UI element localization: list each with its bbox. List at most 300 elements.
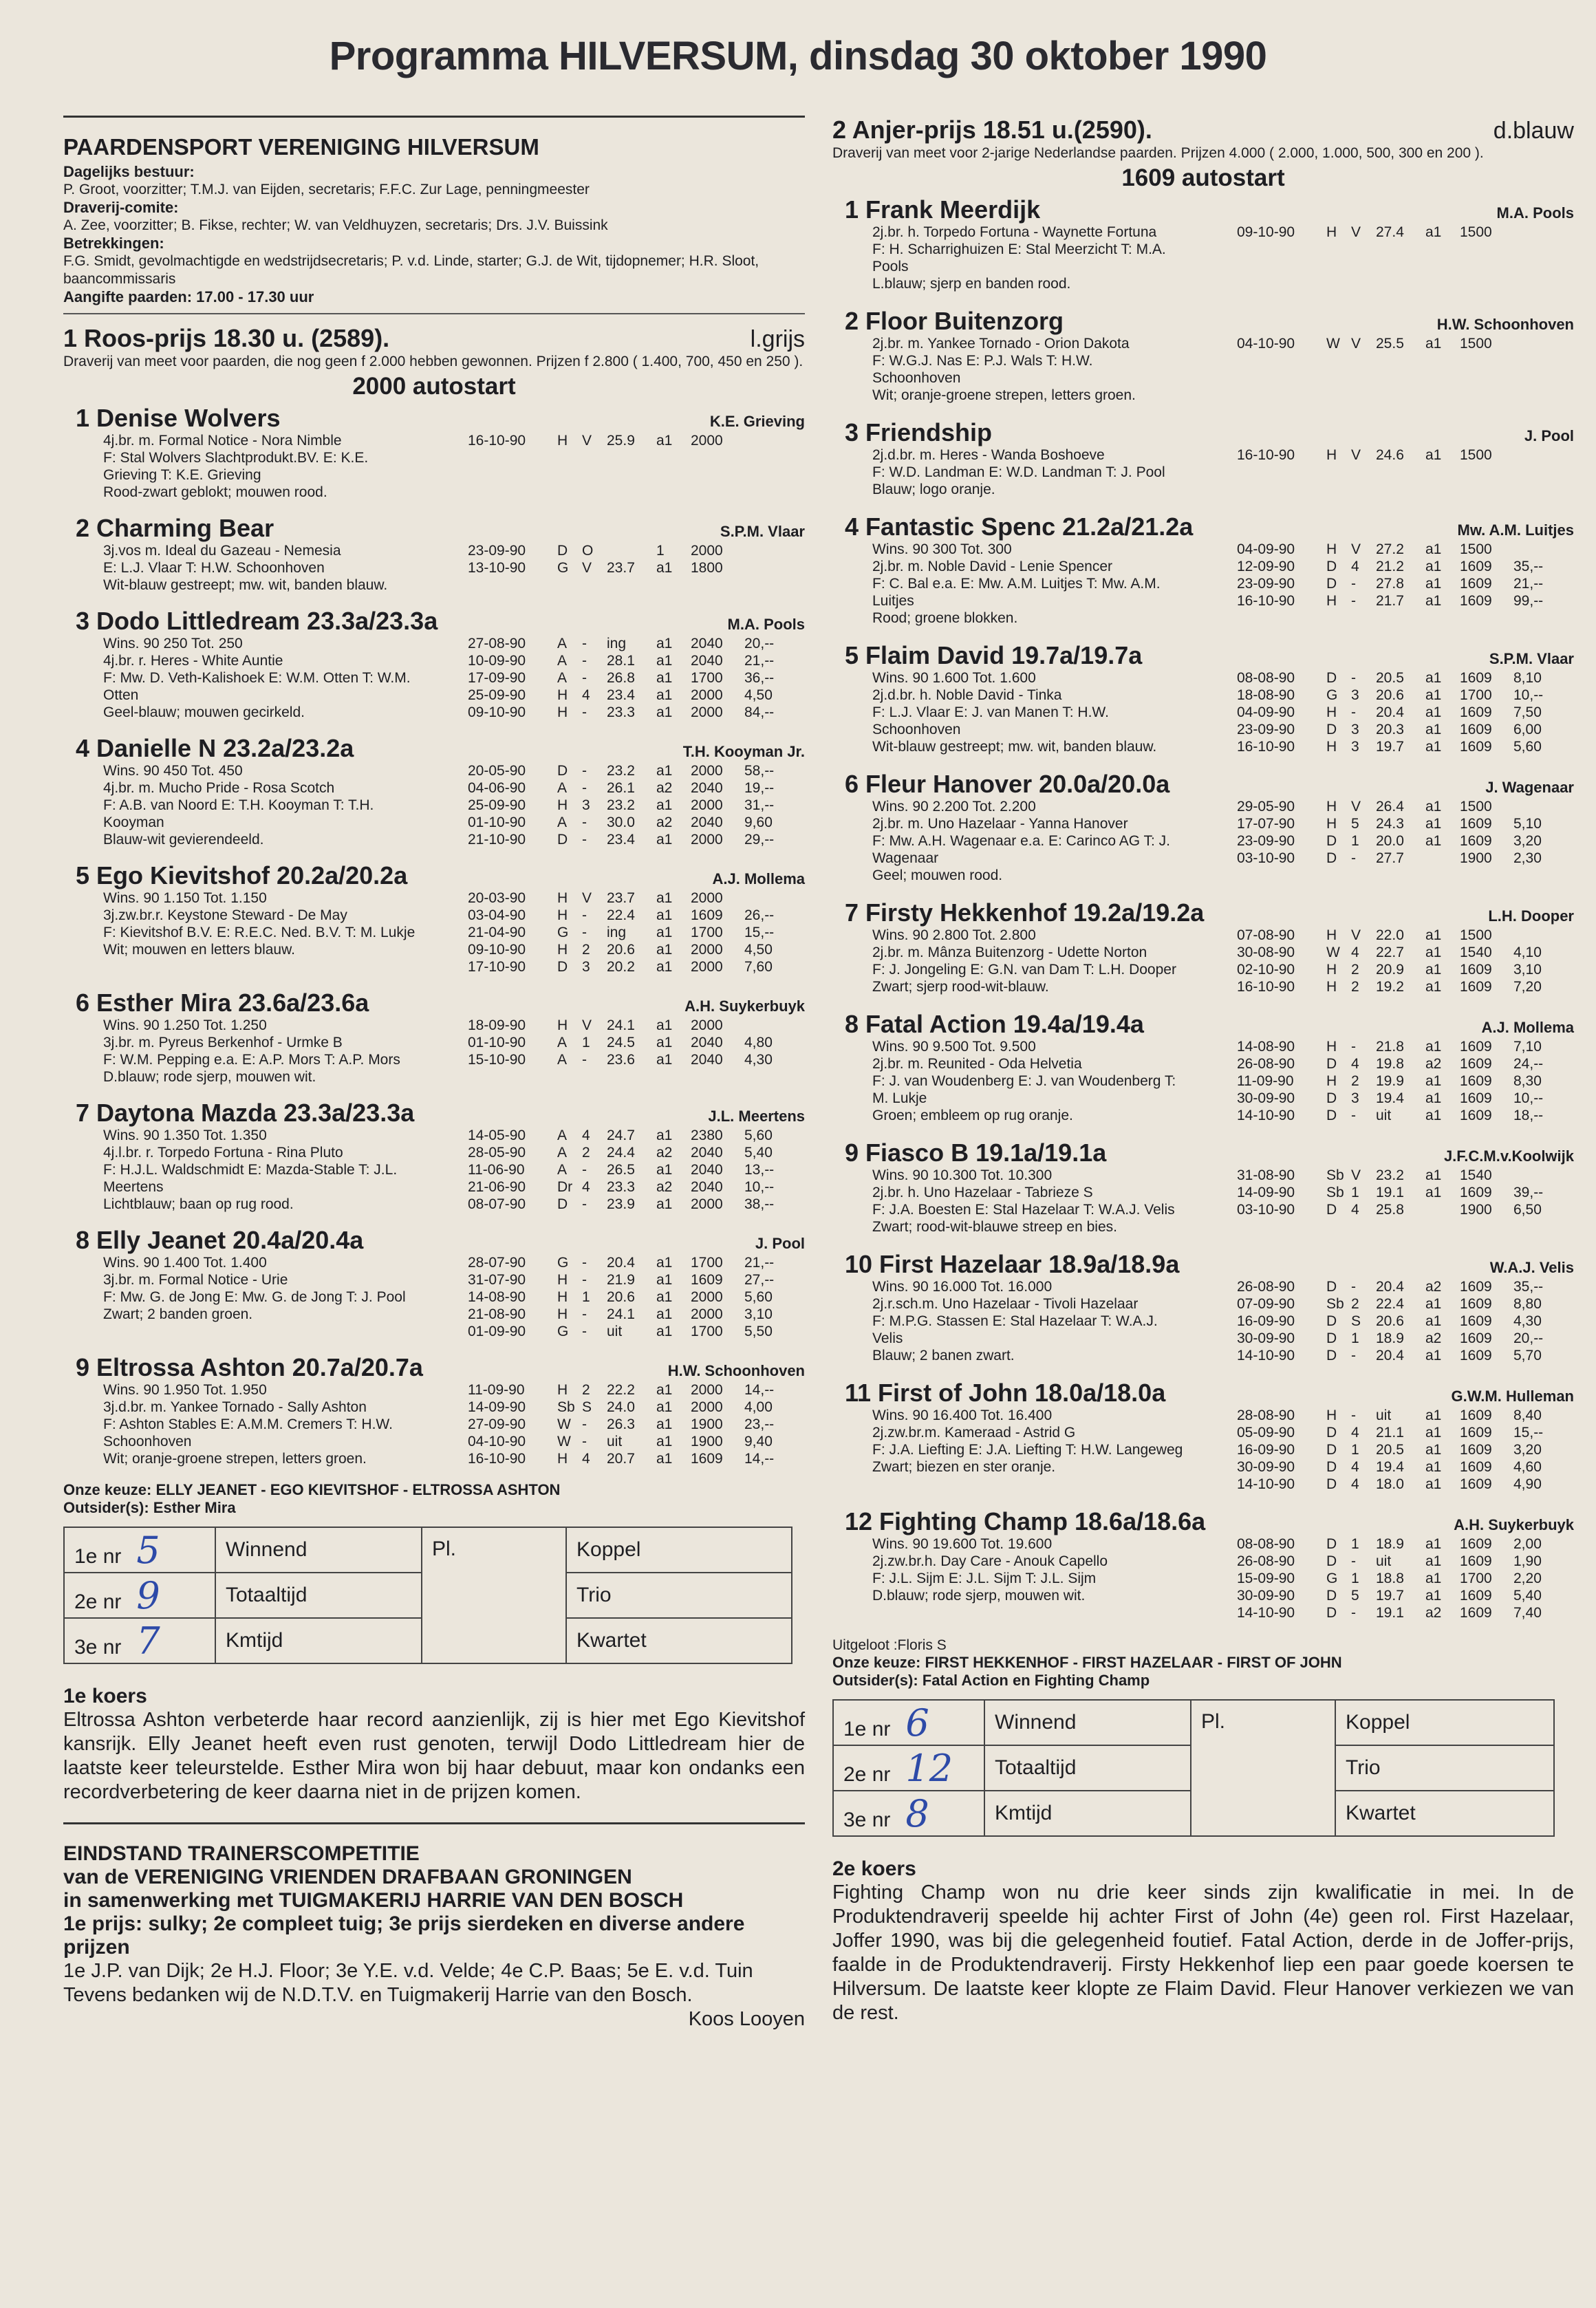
run-cell: a1 [1425,670,1442,686]
horse-info-line: Grieving T: K.E. Grieving [103,467,261,483]
run-cell: 4,00 [744,1399,773,1415]
run-cell: A [557,1128,568,1143]
horse-info-line: Wins. 90 19.600 Tot. 19.600 [872,1536,1053,1552]
run-row [468,1051,805,1068]
horse-info-line: E: L.J. Vlaar T: H.W. Schoonhoven [103,560,325,576]
run-cell: 1900 [1460,850,1492,866]
horse-info-line: D.blauw; rode sjerp, mouwen wit. [103,1069,316,1085]
run-cell: 2040 [691,1179,723,1195]
club-label: Draverij-comite: [63,199,179,216]
run-cell: 3 [1351,739,1359,755]
run-cell: 2 [1351,979,1359,995]
club-value: P. Groot, voorzitter; T.M.J. van Eijden, secretaris; F.F.C. Zur Lage, penningmeester [63,182,590,197]
run-cell: 29,-- [744,832,775,848]
run-cell: 14-10-90 [1237,1605,1295,1621]
run-row [1237,978,1574,995]
run-cell: 15,-- [1513,1425,1544,1441]
run-cell: 1500 [1460,336,1492,352]
run-row [1237,687,1574,704]
run-row [1237,738,1574,755]
horse-name: 11 First of John 18.0a/18.0a [845,1379,1166,1407]
run-cell: 21,-- [1513,576,1544,592]
run-cell: 7,40 [1513,1605,1542,1621]
run-cell: a2 [656,780,673,796]
run-cell: a1 [656,797,673,813]
run-cell: 1609 [1460,833,1492,849]
run-cell: 24.5 [607,1035,635,1050]
horse-info-line: Zwart; sjerp rood-wit-blauw. [872,979,1049,995]
run-cell: - [582,1052,587,1068]
run-row [1237,832,1574,850]
run-cell: 2000 [691,942,723,958]
run-cell: a1 [656,925,673,940]
club-label: Betrekkingen: [63,235,164,252]
run-cell [1513,541,1562,558]
run-cell: a1 [1425,336,1442,352]
horse-info-line: 2j.d.br. h. Noble David - Tinka [872,687,1062,703]
run-cell: 20.3 [1376,722,1404,737]
run-cell: 20.6 [607,942,635,958]
run-cell: 21,-- [744,653,775,669]
run-row [1237,815,1574,832]
run-cell: 23-09-90 [1237,576,1295,592]
run-cell: 1 [582,1289,590,1305]
run-row [1237,1090,1574,1107]
run-cell: 21-04-90 [468,925,526,940]
run-cell: 3,10 [744,1306,773,1322]
run-row [468,1034,805,1051]
run-row [1237,1107,1574,1124]
horse-info-line: Meertens [103,1179,164,1195]
run-cell: a1 [656,832,673,848]
run-cell: 16-10-90 [1237,739,1295,755]
run-cell: - [582,1255,587,1271]
run-cell: 6,00 [1513,722,1542,737]
run-cell: 4,90 [1513,1476,1542,1492]
run-cell: 04-06-90 [468,780,526,796]
run-cell: 1609 [1460,1313,1492,1329]
run-cell: 16-10-90 [1237,593,1295,609]
run-row [468,559,805,576]
run-cell: 2000 [691,687,723,703]
run-cell: 23.2 [607,797,635,813]
run-row [468,941,805,958]
run-cell: 25.9 [607,433,635,449]
run-cell: 14-09-90 [468,1399,526,1415]
run-cell: D [1326,1313,1337,1329]
bet-cell: Winnend [215,1527,422,1573]
run-cell: 17-07-90 [1237,816,1295,832]
run-cell: - [1351,576,1356,592]
run-row [468,704,805,721]
trainer-results: 1e J.P. van Dijk; 2e H.J. Floor; 3e Y.E. v.d. Velde; 4e C.P. Baas; 5e E. v.d. Tuin [63,1960,753,1982]
trainer-heading: van de VERENIGING VRIENDEN DRAFBAAN GRONINGEN [63,1866,632,1888]
run-cell: 3 [1351,687,1359,703]
run-cell: H [557,907,568,923]
run-cell: a1 [656,1399,673,1415]
run-cell: a2 [1425,1056,1442,1072]
run-cell: 8,80 [1513,1296,1542,1312]
run-cell: 24.1 [607,1017,635,1033]
run-cell: 1800 [691,560,723,576]
run-cell: 3,20 [1513,1442,1542,1458]
run-cell: a1 [1425,1090,1442,1106]
run-cell: 21-08-90 [468,1306,526,1322]
run-cell: a1 [1425,559,1442,574]
horse-info-line: 3j.br. m. Formal Notice - Urie [103,1272,288,1288]
horse-info-line: 3j.vos m. Ideal du Gazeau - Nemesia [103,543,341,559]
bet-cell: Trio [1335,1745,1554,1791]
run-cell: 23-09-90 [1237,722,1295,737]
run-cell: 20.4 [607,1255,635,1271]
run-cell: V [1351,927,1361,943]
run-cell: 16-10-90 [468,433,526,449]
run-cell: a1 [656,1017,673,1033]
run-cell: 4 [1351,1425,1359,1441]
run-cell: 26.8 [607,670,635,686]
run-cell: 2040 [691,1145,723,1161]
run-row [1237,1278,1574,1295]
race-autostart: 1609 autostart [1121,164,1285,191]
run-cell: 5,60 [744,1289,773,1305]
run-cell: D [1326,1202,1337,1218]
run-cell: a1 [1425,833,1442,849]
horse-info-line: 2j.zw.br.h. Day Care - Anouk Capello [872,1553,1108,1569]
run-row [468,1450,805,1467]
run-cell: 21.8 [1376,1039,1404,1055]
koers-text: Fighting Champ won nu drie keer sinds zijn kwalificatie in mei. In de Produktendraverij speelde hij achter First of John (4e) geen rol. First Hazelaar, Joffer 1990, was bij die gelegenheid foutief. Fatal Action, derde in de Joffer-prijs, faalde in de Produktendraverij. Firsty Hekkenhof liep een paar goede koersen te Hilversum. De laatste keer klopte ze Flaim David. Fleur Hanover verkiezen we van de rest. [832,1881,1574,2024]
run-cell: 23.2 [607,763,635,779]
run-cell: 39,-- [1513,1185,1544,1200]
run-cell: 26-08-90 [1237,1056,1295,1072]
run-cell [607,542,656,559]
run-cell: 4,50 [744,942,773,958]
horse-trainer: J. Wagenaar [1485,779,1574,796]
run-row [468,762,805,779]
run-cell: 27.8 [1376,576,1404,592]
horse-trainer: S.P.M. Vlaar [720,523,805,540]
run-cell: H [1326,962,1337,978]
horse-trainer: J. Pool [755,1235,805,1252]
horse-info-line: Zwart; biezen en ster oranje. [872,1459,1056,1475]
run-cell: 22.4 [1376,1296,1404,1312]
bet-cell: Totaaltijd [215,1573,422,1618]
run-cell [744,889,792,907]
run-cell: - [582,704,587,720]
run-cell: 8,10 [1513,670,1542,686]
run-cell: 1609 [1460,1330,1492,1346]
run-cell: a1 [1425,1476,1442,1492]
run-row [1237,592,1574,610]
run-cell: 2,00 [1513,1536,1542,1552]
aangifte: Aangifte paarden: 17.00 - 17.30 uur [63,288,314,305]
run-cell: - [582,832,587,848]
run-cell: 23.2 [1376,1167,1404,1183]
run-cell: G [557,1255,569,1271]
run-cell: 2000 [691,959,723,975]
run-cell: 21.9 [607,1272,635,1288]
run-cell: V [1351,224,1361,240]
run-cell: 08-08-90 [1237,670,1295,686]
run-cell: 19.1 [1376,1185,1404,1200]
run-cell: 1609 [1460,1296,1492,1312]
run-cell: a1 [656,1434,673,1449]
run-cell: 21-06-90 [468,1179,526,1195]
run-cell: 2 [1351,1073,1359,1089]
bet-table [832,1699,1555,1837]
horse-info-line: F: J.A. Liefting E: J.A. Liefting T: H.W. Langeweg [872,1442,1183,1458]
run-cell: 21-10-90 [468,832,526,848]
horse-info-line: F: J. Jongeling E: G.N. van Dam T: L.H. Dooper [872,962,1176,978]
horse-info-line: L.blauw; sjerp en banden rood. [872,276,1071,292]
run-cell: 09-10-90 [468,704,526,720]
run-row [1237,850,1574,867]
horse-trainer: W.A.J. Velis [1489,1259,1574,1276]
run-cell: ing [607,636,627,651]
run-cell: V [1351,336,1361,352]
run-cell: 23.7 [607,890,635,906]
run-cell: H [1326,799,1337,815]
run-row [468,1288,805,1306]
bet-cell: Koppel [1335,1700,1554,1745]
horse-info-line: Zwart; rood-wit-blauwe streep en bies. [872,1219,1117,1235]
run-cell: a1 [1425,1408,1442,1423]
run-cell: 21,-- [744,1255,775,1271]
run-row [468,924,805,941]
run-cell: 30-09-90 [1237,1330,1295,1346]
run-cell: 10,-- [1513,1090,1544,1106]
horse-info-line: Schoonhoven [872,722,961,737]
run-cell: 1 [1351,1571,1359,1586]
run-cell: - [1351,1408,1356,1423]
run-row [1237,1330,1574,1347]
run-cell: 2000 [691,704,723,720]
horse-info-line: Wagenaar [872,850,939,866]
run-row [1237,1313,1574,1330]
run-cell: 1609 [1460,1408,1492,1423]
run-cell: 20.6 [1376,1313,1404,1329]
horse-info-line: Otten [103,687,139,703]
run-cell: 35,-- [1513,559,1544,574]
run-cell: a1 [656,433,673,449]
run-cell: a1 [656,653,673,669]
run-cell: D [1326,850,1337,866]
horse-trainer: S.P.M. Vlaar [1489,650,1574,667]
run-cell: G [557,925,569,940]
run-cell: 5,40 [744,1145,773,1161]
bet-cell: Winnend [984,1700,1191,1745]
run-row [1237,798,1574,815]
run-cell: 1 [1351,1536,1359,1552]
run-cell: 1609 [1460,1108,1492,1123]
run-cell: - [1351,1553,1356,1569]
run-cell: a1 [1425,1536,1442,1552]
run-cell: 8,40 [1513,1408,1542,1423]
run-cell: 11-06-90 [468,1162,525,1178]
run-cell: 14-08-90 [468,1289,526,1305]
run-cell: a1 [1425,1313,1442,1329]
bet-cell: 2e nr 9 [64,1573,215,1618]
run-cell: 23.4 [607,687,635,703]
horse-info-line: Kooyman [103,815,164,830]
run-cell: 22.0 [1376,927,1404,943]
run-cell: 5 [1351,1588,1359,1604]
run-cell: 2040 [691,1035,723,1050]
horse-info-line: Wins. 90 450 Tot. 450 [103,763,243,779]
run-cell: - [582,636,587,651]
run-cell: 03-04-90 [468,907,526,923]
run-cell: 3,20 [1513,833,1542,849]
horse-trainer: A.H. Suykerbuyk [1454,1516,1574,1533]
run-cell: 1900 [691,1416,723,1432]
run-cell: a1 [656,687,673,703]
run-cell: 25.8 [1376,1202,1404,1218]
run-cell: 03-10-90 [1237,850,1295,866]
horse-trainer: T.H. Kooyman Jr. [682,743,805,760]
horse-info-line: F: C. Bal e.a. E: Mw. A.M. Luitjes T: Mw. A.M. [872,576,1161,592]
run-cell: D [1326,1442,1337,1458]
run-row [1237,961,1574,978]
run-cell: 3 [1351,722,1359,737]
horse-info-line: 2j.br. h. Uno Hazelaar - Tabrieze S [872,1185,1093,1200]
run-cell: 30.0 [607,815,635,830]
run-cell: 02-10-90 [1237,962,1295,978]
horse-info-line: Wins. 90 1.400 Tot. 1.400 [103,1255,267,1271]
horse-name: 1 Denise Wolvers [76,404,281,432]
run-cell: 27-08-90 [468,636,526,651]
horse-name: 4 Fantastic Spenc 21.2a/21.2a [845,513,1194,541]
run-cell: a1 [656,1255,673,1271]
bet-cell: Trio [566,1573,792,1618]
run-cell: a2 [656,815,673,830]
run-cell [744,542,792,559]
run-row [1237,1587,1574,1604]
horse-entry [845,1011,1574,1124]
horse-trainer: L.H. Dooper [1488,907,1574,925]
run-cell: A [557,815,568,830]
run-cell: a1 [656,1382,673,1398]
bet-cell: Totaaltijd [984,1745,1191,1791]
run-cell: 2000 [691,1399,723,1415]
run-cell: H [557,687,568,703]
horse-entry [845,1379,1574,1493]
horse-entry [845,1139,1574,1236]
run-cell: 1609 [691,1272,723,1288]
run-cell: V [582,1017,592,1033]
horse-info-line: 2j.zw.br.m. Kameraad - Astrid G [872,1425,1076,1441]
run-cell: D [1326,1348,1337,1363]
run-cell: 19.2 [1376,979,1404,995]
run-cell: - [582,780,587,796]
bet-cell: 2e nr 12 [833,1745,984,1791]
run-cell: D [1326,1279,1337,1295]
run-row [1237,927,1574,944]
run-row [468,831,805,848]
horse-entry [845,308,1574,404]
run-cell: 2 [1351,1296,1359,1312]
run-cell: 18,-- [1513,1108,1544,1123]
run-cell: 22.4 [607,907,635,923]
run-cell: 23.3 [607,704,635,720]
run-cell: 20.2 [607,959,635,975]
run-cell: V [1351,447,1361,463]
run-cell: 1609 [691,907,723,923]
handwritten-number: 8 [905,1791,929,1835]
run-cell: D [1326,670,1337,686]
run-cell [744,1017,792,1034]
run-cell: 23-09-90 [1237,833,1295,849]
run-cell: a1 [656,1289,673,1305]
run-cell: a2 [656,1179,673,1195]
run-cell: - [1351,704,1356,720]
run-cell: 4,80 [744,1035,773,1050]
horse-entry [76,989,805,1086]
horse-info-line: D.blauw; rode sjerp, mouwen wit. [872,1588,1086,1604]
run-cell: 19.9 [1376,1073,1404,1089]
run-cell: 2040 [691,780,723,796]
horse-list [832,196,1574,1621]
run-cell: a1 [656,560,673,576]
run-cell: 2000 [691,890,723,906]
horse-trainer: J. Pool [1524,427,1574,444]
run-cell: 25.5 [1376,336,1404,352]
horse-info-line: Wit; oranje-groene strepen, letters groen. [103,1451,367,1467]
run-cell: W [557,1434,571,1449]
run-cell: 2,30 [1513,850,1542,866]
run-cell: 23.6 [607,1052,635,1068]
run-cell: 20,-- [1513,1330,1544,1346]
run-cell: D [1326,1056,1337,1072]
run-cell: 1609 [1460,1279,1492,1295]
run-cell: 4 [1351,559,1359,574]
right-column [832,116,1574,2025]
onze-keuze: Onze keuze: ELLY JEANET - EGO KIEVITSHOF - ELTROSSA ASHTON [63,1481,561,1498]
run-cell: 1609 [1460,1425,1492,1441]
run-cell: 2000 [691,433,723,449]
horse-name: 4 Danielle N 23.2a/23.2a [76,734,354,762]
page-title: Programma HILVERSUM, dinsdag 30 oktober 1990 [329,34,1267,78]
run-cell: D [1326,1476,1337,1492]
run-cell: 27.4 [1376,224,1404,240]
run-cell: D [1326,1588,1337,1604]
run-cell: H [1326,224,1337,240]
run-cell: a2 [1425,1605,1442,1621]
horse-info-line: Wins. 90 250 Tot. 250 [103,636,243,651]
run-cell: 18-09-90 [468,1017,526,1033]
run-cell: 1609 [1460,979,1492,995]
run-cell: 17-10-90 [468,959,526,975]
trainer-signature: Koos Looyen [688,2008,805,2030]
run-cell: ing [607,925,627,940]
run-cell: 18.9 [1376,1536,1404,1552]
horse-entry [845,1251,1574,1364]
run-cell: H [557,1289,568,1305]
horse-name: 6 Fleur Hanover 20.0a/20.0a [845,770,1170,798]
run-cell: 7,60 [744,959,773,975]
run-cell: a1 [656,1128,673,1143]
run-cell: 28-07-90 [468,1255,526,1271]
horse-trainer: G.W.M. Hulleman [1451,1388,1574,1405]
horse-info-line: F: Mw. D. Veth-Kalishoek E: W.M. Otten T: W.M. [103,670,411,686]
run-cell: 2000 [691,1306,723,1322]
run-row [468,1196,805,1213]
run-cell: 09-10-90 [468,942,526,958]
horse-info-line: Blauw-wit gevierendeeld. [103,832,264,848]
run-cell [1513,798,1562,815]
horse-info-line: Wins. 90 1.150 Tot. 1.150 [103,890,267,906]
run-cell: 2380 [691,1128,723,1143]
run-cell: 27.2 [1376,541,1404,557]
